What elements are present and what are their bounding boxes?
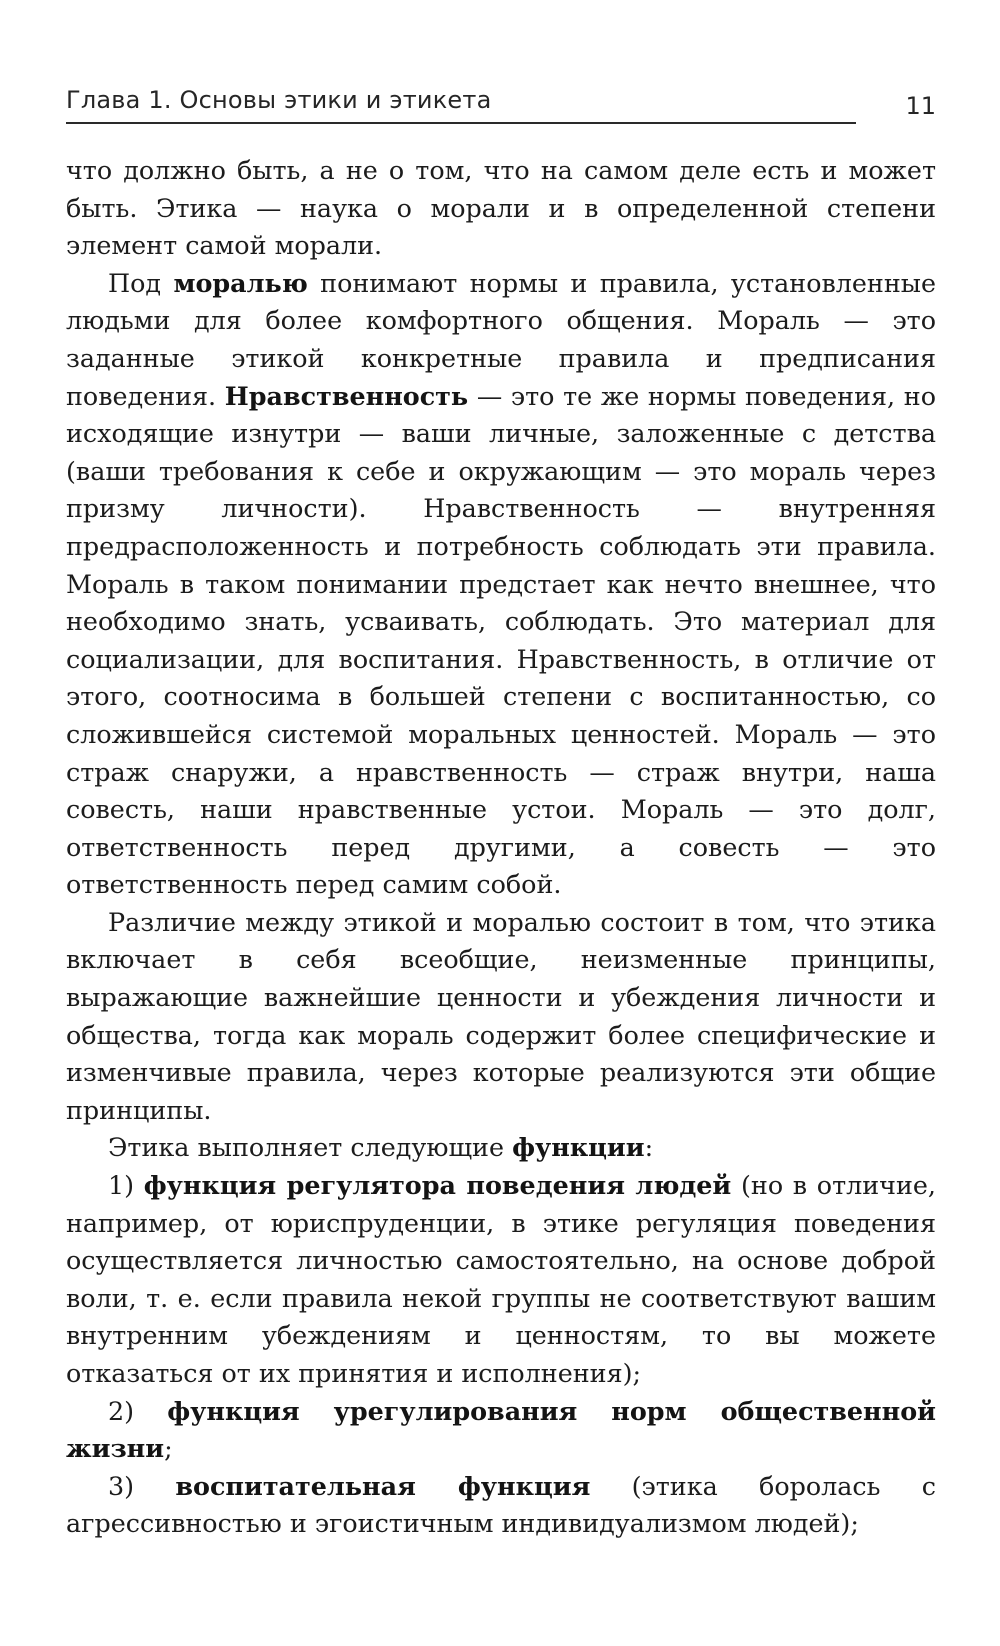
term-morality: моралью bbox=[173, 267, 308, 298]
list-item-function-2 bbox=[66, 1393, 936, 1468]
list-item-function-3 bbox=[66, 1468, 936, 1543]
paragraph-continuation bbox=[66, 152, 936, 265]
term-nravstvennost: Нравственность bbox=[224, 380, 469, 411]
text-segment: Этика выполняет следующие bbox=[108, 1132, 513, 1163]
body-text bbox=[66, 152, 936, 1543]
running-header bbox=[66, 80, 936, 126]
text-segment: Под bbox=[108, 267, 174, 298]
header-rule bbox=[66, 122, 856, 124]
term-settlement-function: функция урегулирования норм общественной жизни bbox=[66, 1395, 936, 1464]
text-segment: — это те же нормы поведения, но исходящие изнутри — ваши личные, заложенные с детства (ваши требования к себе и окружающим — это мораль через призму личности). Нравственность — внутренняя предрасположенность и потребность соблюдать эти правила. Мораль в таком понимании предстает как нечто внешнее, что необходимо знать, усваивать, соблюдать. Это материал для социализации, для воспитания. Нравственность, в отличие от этого, соотносима в большей степени с воспитанностью, со сложившейся системой моральных ценностей. Мораль — это страж снаружи, а нравственность — страж внутри, наша совесть, наши нравственные устои. Мораль — это долг, ответственность перед другими, а совесть — это ответственность перед самим собой. bbox=[66, 380, 936, 900]
text-segment: : bbox=[644, 1132, 654, 1163]
text-segment: Различие между этикой и моралью состоит в том, что этика включает в себя всеобщие, неизменные принципы, выражающие важнейшие ценности и убеждения личности и общества, тогда как мораль содержит более специфические и изменчивые правила, через которые реализуются эти общие принципы. bbox=[66, 906, 936, 1125]
paragraph-morality-definition bbox=[66, 265, 936, 904]
text-segment: (этика боролась с агрессивностью и эгоистичным индивидуализмом людей); bbox=[66, 1470, 936, 1539]
list-number: 3) bbox=[108, 1470, 176, 1501]
term-functions: функции bbox=[512, 1132, 645, 1163]
text-segment: ; bbox=[164, 1433, 173, 1464]
text-segment: что должно быть, а не о том, что на самом деле есть и может быть. Этика — наука о морали и в определенной степени элемент самой морали. bbox=[66, 155, 936, 261]
text-segment: понимают нормы и правила, установленные людьми для более комфортного общения. Мораль — это заданные этикой конкретные правила и предписания поведения. bbox=[66, 267, 937, 411]
list-number: 2) bbox=[108, 1395, 168, 1426]
list-item-function-1 bbox=[66, 1167, 936, 1393]
term-educational-function: воспитательная функция bbox=[175, 1470, 591, 1501]
text-segment: (но в отличие, например, от юриспруденции, в этике регуляция поведения осуществляется личностью самостоятельно, на основе доброй воли, т. е. если правила некой группы не соответствуют вашим внутренним убеждениям и ценностям, то вы можете отказаться от их принятия и исполнения); bbox=[66, 1170, 936, 1388]
term-regulator-function: функция регулятора поведения людей bbox=[143, 1170, 732, 1201]
paragraph-ethics-vs-morality bbox=[66, 904, 936, 1130]
list-number: 1) bbox=[108, 1170, 144, 1201]
paragraph-functions-intro bbox=[66, 1129, 936, 1167]
chapter-title: Глава 1. Основы этики и этикета bbox=[66, 86, 492, 114]
page-number: 11 bbox=[905, 92, 936, 120]
